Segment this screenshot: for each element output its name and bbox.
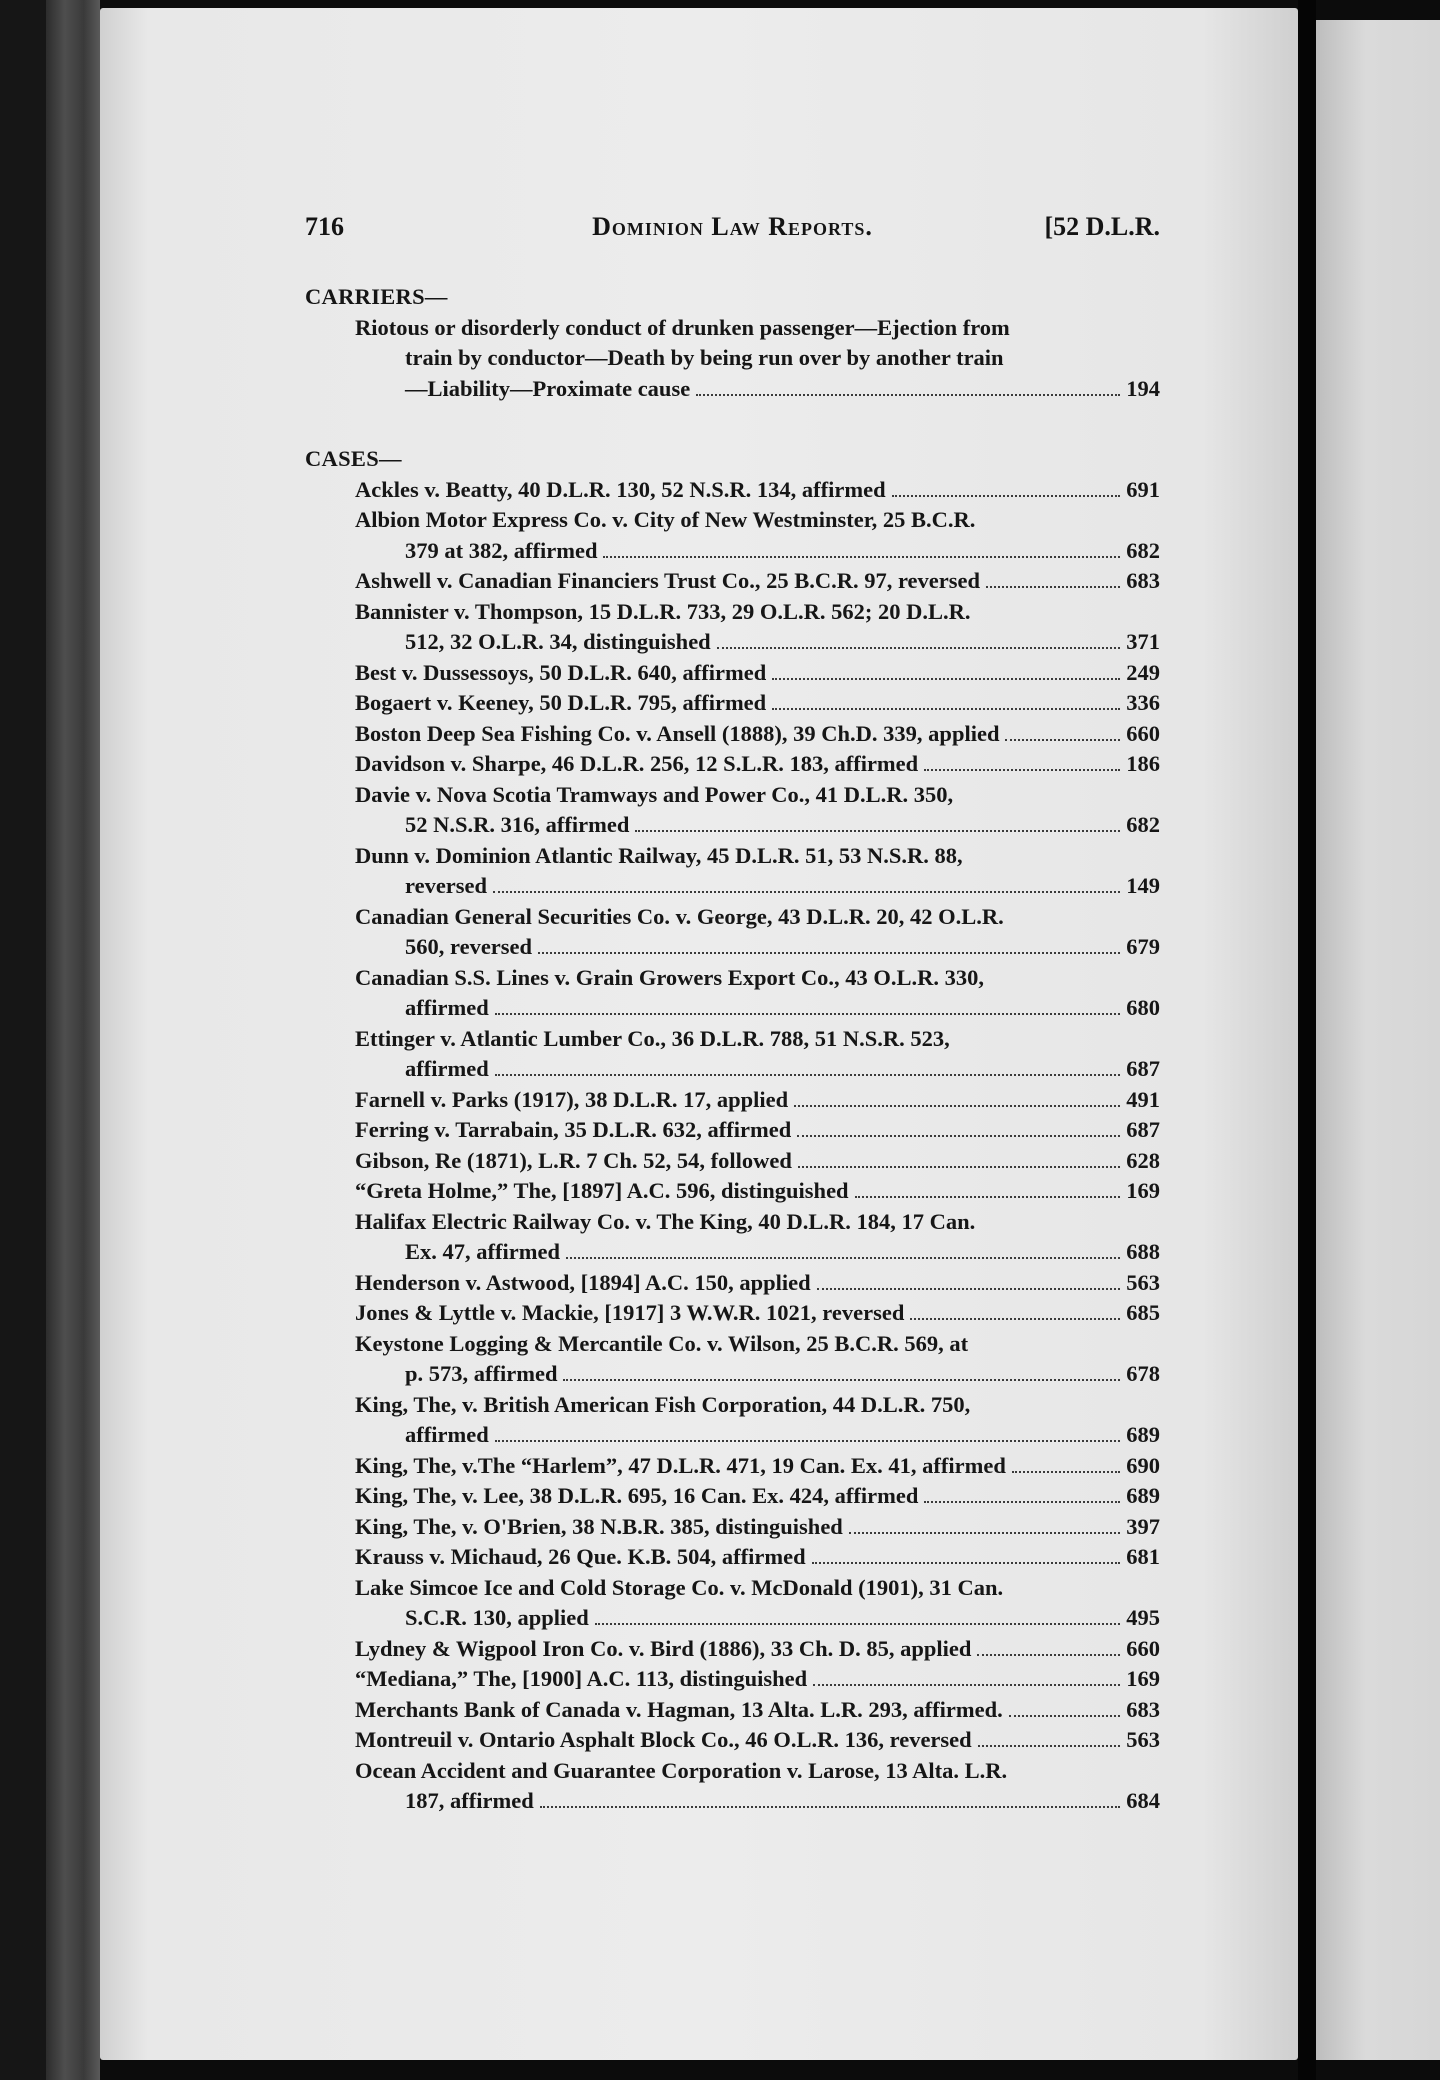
entry-final-line [305, 1359, 1160, 1390]
entry-text: Merchants Bank of Canada v. Hagman, 13 Alta. L.R. 293, affirmed. [355, 1696, 1003, 1722]
index-entry [305, 658, 1160, 689]
entry-text: Jones & Lyttle v. Mackie, [1917] 3 W.W.R. 1021, reversed [355, 1300, 905, 1325]
entry-text: Albion Motor Express Co. v. City of New Westminster, 25 B.C.R. [355, 507, 976, 532]
index-entry [305, 688, 1160, 719]
entry-text: Riotous or disorderly conduct of drunken passenger—Ejection from [355, 314, 1010, 340]
entry-line [305, 963, 1160, 994]
dot-leader [495, 1013, 1121, 1015]
entry-line [305, 313, 1160, 344]
entry-page-number: 495 [1126, 1605, 1160, 1630]
entry-page-number: 682 [1126, 537, 1160, 563]
dot-leader [813, 1684, 1120, 1686]
entry-page-number: 149 [1126, 873, 1160, 898]
entry-line [305, 1329, 1160, 1360]
entry-page-number: 169 [1126, 1178, 1160, 1203]
entry-page-number: 680 [1126, 995, 1160, 1020]
dot-leader [1005, 739, 1120, 741]
entry-final-line [305, 810, 1160, 841]
entry-text: Lydney & Wigpool Iron Co. v. Bird (1886), 33 Ch. D. 85, applied [355, 1635, 972, 1661]
entry-page-number: 397 [1126, 1513, 1160, 1539]
entry-page-number: 194 [1126, 375, 1160, 401]
index-entry [305, 1634, 1160, 1665]
entry-final-line [305, 627, 1160, 658]
entry-text: Lake Simcoe Ice and Cold Storage Co. v. McDonald (1901), 31 Can. [355, 1574, 1004, 1600]
dot-leader [798, 1166, 1120, 1168]
dot-leader [493, 891, 1120, 893]
entry-text: Montreuil v. Ontario Asphalt Block Co., 46 O.L.R. 136, reversed [355, 1727, 972, 1752]
index-entry [305, 1329, 1160, 1390]
index-entry [305, 1115, 1160, 1146]
entry-page-number: 687 [1126, 1056, 1160, 1081]
entry-final-line [305, 871, 1160, 902]
entry-text: —Liability—Proximate cause [405, 375, 691, 401]
carriers-entry-list [305, 313, 1160, 405]
index-entry [305, 1451, 1160, 1482]
entry-line [305, 1207, 1160, 1238]
entry-text: reversed [405, 873, 488, 898]
dot-leader [566, 1257, 1120, 1259]
entry-final-line [305, 1085, 1160, 1116]
entry-text: Bannister v. Thompson, 15 D.L.R. 733, 29 O.L.R. 562; 20 D.L.R. [355, 598, 971, 624]
entry-page-number: 688 [1126, 1239, 1160, 1264]
page-number: 716 [305, 212, 344, 241]
entry-page-number: 336 [1126, 690, 1160, 715]
entry-page-number: 683 [1126, 568, 1160, 593]
entry-text: King, The, v. British American Fish Corporation, 44 D.L.R. 750, [355, 1391, 971, 1417]
dot-leader [696, 394, 1120, 396]
dot-leader [892, 495, 1121, 497]
entry-final-line [305, 1146, 1160, 1177]
index-content [305, 282, 1160, 1817]
entry-line [305, 1390, 1160, 1421]
scan-edge-dark [0, 0, 46, 2080]
entry-page-number: 563 [1126, 1727, 1160, 1752]
entry-final-line [305, 374, 1160, 405]
entry-text: Ackles v. Beatty, 40 D.L.R. 130, 52 N.S.R. 134, affirmed [355, 476, 886, 502]
entry-final-line [305, 749, 1160, 780]
index-entry [305, 1664, 1160, 1695]
index-entry [305, 1695, 1160, 1726]
dot-leader [794, 1105, 1120, 1107]
index-entry [305, 749, 1160, 780]
dot-leader [635, 830, 1120, 832]
dot-leader [495, 1074, 1121, 1076]
entry-text: S.C.R. 130, applied [405, 1605, 589, 1630]
entry-page-number: 660 [1126, 720, 1160, 746]
running-title: Dominion Law Reports. [592, 212, 873, 241]
entry-final-line [305, 566, 1160, 597]
dot-leader [978, 1745, 1121, 1747]
index-entry [305, 1542, 1160, 1573]
section-heading-carriers: CARRIERS— [305, 284, 448, 309]
entry-final-line [305, 932, 1160, 963]
entry-text: King, The, v.The “Harlem”, 47 D.L.R. 471, 19 Can. Ex. 41, affirmed [355, 1452, 1006, 1478]
entry-page-number: 681 [1126, 1544, 1160, 1569]
index-entry [305, 1024, 1160, 1085]
index-entry [305, 1390, 1160, 1451]
entry-page-number: 691 [1126, 476, 1160, 502]
entry-final-line [305, 993, 1160, 1024]
entry-final-line [305, 1786, 1160, 1817]
entry-line [305, 780, 1160, 811]
entry-text: Ettinger v. Atlantic Lumber Co., 36 D.L.R. 788, 51 N.S.R. 523, [355, 1025, 950, 1051]
section-gap [305, 404, 1160, 444]
dot-leader [855, 1196, 1121, 1198]
entry-text: Dunn v. Dominion Atlantic Railway, 45 D.L.R. 51, 53 N.S.R. 88, [355, 842, 963, 868]
dot-leader [910, 1318, 1120, 1320]
entry-page-number: 563 [1126, 1269, 1160, 1295]
index-entry [305, 1176, 1160, 1207]
entry-final-line [305, 1115, 1160, 1146]
dot-leader [797, 1135, 1120, 1137]
index-entry [305, 1146, 1160, 1177]
entry-final-line [305, 1237, 1160, 1268]
entry-final-line [305, 1451, 1160, 1482]
index-entry [305, 902, 1160, 963]
index-entry [305, 719, 1160, 750]
index-entry [305, 1268, 1160, 1299]
entry-page-number: 660 [1126, 1635, 1160, 1661]
entry-text: train by conductor—Death by being run over by another train [405, 345, 1004, 370]
entry-text: affirmed [405, 1422, 489, 1447]
entry-text: 512, 32 O.L.R. 34, distinguished [405, 629, 711, 654]
entry-line [305, 505, 1160, 536]
entry-line [305, 841, 1160, 872]
entry-text: Best v. Dussessoys, 50 D.L.R. 640, affirmed [355, 659, 767, 685]
entry-text: “Mediana,” The, [1900] A.C. 113, distinguished [355, 1666, 808, 1691]
entry-final-line [305, 1420, 1160, 1451]
entry-page-number: 689 [1126, 1483, 1160, 1508]
dot-leader [563, 1379, 1120, 1381]
entry-final-line [305, 1512, 1160, 1543]
entry-text: Farnell v. Parks (1917), 38 D.L.R. 17, applied [355, 1086, 789, 1112]
index-entry [305, 1573, 1160, 1634]
entry-page-number: 491 [1126, 1086, 1160, 1112]
dot-leader [772, 678, 1120, 680]
dot-leader [603, 556, 1120, 558]
index-entry [305, 1207, 1160, 1268]
dot-leader [924, 1501, 1120, 1503]
entry-text: Ex. 47, affirmed [405, 1239, 560, 1264]
dot-leader [772, 708, 1120, 710]
index-entry [305, 1512, 1160, 1543]
entry-page-number: 678 [1126, 1361, 1160, 1386]
dot-leader [986, 586, 1120, 588]
entry-page-number: 628 [1126, 1147, 1160, 1173]
entry-final-line [305, 475, 1160, 506]
entry-page-number: 169 [1126, 1666, 1160, 1691]
entry-text: Canadian General Securities Co. v. George, 43 D.L.R. 20, 42 O.L.R. [355, 903, 1004, 929]
entry-text: p. 573, affirmed [405, 1361, 558, 1386]
index-entry [305, 1298, 1160, 1329]
entry-final-line [305, 1542, 1160, 1573]
entry-final-line [305, 1634, 1160, 1665]
entry-text: Bogaert v. Keeney, 50 D.L.R. 795, affirmed [355, 690, 767, 715]
entry-text: Ocean Accident and Guarantee Corporation v. Larose, 13 Alta. L.R. [355, 1757, 1008, 1783]
dot-leader [495, 1440, 1121, 1442]
entry-text: Davidson v. Sharpe, 46 D.L.R. 256, 12 S.L.R. 183, affirmed [355, 751, 919, 776]
index-entry [305, 780, 1160, 841]
entry-text: Canadian S.S. Lines v. Grain Growers Export Co., 43 O.L.R. 330, [355, 964, 985, 990]
entry-final-line [305, 1176, 1160, 1207]
entry-final-line [305, 1664, 1160, 1695]
entry-final-line [305, 1481, 1160, 1512]
dot-leader [812, 1562, 1121, 1564]
index-entry [305, 475, 1160, 506]
dot-leader [1012, 1471, 1120, 1473]
entry-text: 560, reversed [405, 934, 533, 959]
entry-text: Ferring v. Tarrabain, 35 D.L.R. 632, affirmed [355, 1117, 792, 1142]
entry-text: King, The, v. O'Brien, 38 N.B.R. 385, distinguished [355, 1513, 843, 1539]
entry-line [305, 597, 1160, 628]
cases-entry-list [305, 475, 1160, 1817]
dot-leader [977, 1654, 1120, 1656]
entry-final-line [305, 658, 1160, 689]
dot-leader [817, 1288, 1121, 1290]
index-entry [305, 963, 1160, 1024]
dot-leader [595, 1623, 1120, 1625]
entry-page-number: 371 [1126, 629, 1160, 654]
dot-leader [538, 952, 1120, 954]
dot-leader [924, 769, 1120, 771]
entry-text: Henderson v. Astwood, [1894] A.C. 150, applied [355, 1269, 811, 1295]
entry-final-line [305, 1725, 1160, 1756]
index-entry [305, 313, 1160, 405]
index-entry [305, 1725, 1160, 1756]
entry-page-number: 249 [1126, 659, 1160, 685]
entry-text: Davie v. Nova Scotia Tramways and Power Co., 41 D.L.R. 350, [355, 781, 954, 807]
volume-reference: [52 D.L.R. [1044, 212, 1160, 241]
entry-final-line [305, 688, 1160, 719]
entry-page-number: 690 [1126, 1452, 1160, 1478]
index-entry [305, 566, 1160, 597]
entry-text: 379 at 382, affirmed [405, 537, 598, 563]
entry-text: Gibson, Re (1871), L.R. 7 Ch. 52, 54, followed [355, 1147, 792, 1173]
entry-page-number: 687 [1126, 1117, 1160, 1142]
entry-final-line [305, 719, 1160, 750]
index-entry [305, 841, 1160, 902]
entry-line [305, 1573, 1160, 1604]
entry-page-number: 683 [1126, 1696, 1160, 1722]
entry-text: Halifax Electric Railway Co. v. The King, 40 D.L.R. 184, 17 Can. [355, 1208, 976, 1234]
entry-text: affirmed [405, 1056, 489, 1081]
entry-final-line [305, 1054, 1160, 1085]
entry-text: King, The, v. Lee, 38 D.L.R. 695, 16 Can. Ex. 424, affirmed [355, 1483, 919, 1508]
entry-page-number: 684 [1126, 1788, 1160, 1813]
index-entry [305, 597, 1160, 658]
entry-text: Krauss v. Michaud, 26 Que. K.B. 504, affirmed [355, 1544, 806, 1569]
entry-text: 187, affirmed [405, 1788, 534, 1813]
entry-page-number: 186 [1126, 751, 1160, 776]
entry-text: Ashwell v. Canadian Financiers Trust Co., 25 B.C.R. 97, reversed [355, 568, 981, 593]
dot-leader [540, 1806, 1121, 1808]
entry-page-number: 685 [1126, 1300, 1160, 1325]
adjacent-page-edge [1316, 20, 1440, 2060]
entry-page-number: 679 [1126, 934, 1160, 959]
index-entry [305, 505, 1160, 566]
entry-line [305, 1024, 1160, 1055]
entry-line [305, 902, 1160, 933]
section-heading-cases: CASES— [305, 446, 402, 471]
dot-leader [849, 1532, 1120, 1534]
entry-final-line [305, 1695, 1160, 1726]
entry-line [305, 1756, 1160, 1787]
index-entry [305, 1481, 1160, 1512]
entry-text: Keystone Logging & Mercantile Co. v. Wilson, 25 B.C.R. 569, at [355, 1330, 969, 1356]
index-entry [305, 1085, 1160, 1116]
entry-final-line [305, 1603, 1160, 1634]
entry-text: “Greta Holme,” The, [1897] A.C. 596, distinguished [355, 1178, 849, 1203]
entry-text: affirmed [405, 995, 489, 1020]
entry-text: Boston Deep Sea Fishing Co. v. Ansell (1888), 39 Ch.D. 339, applied [355, 720, 1000, 746]
entry-text: 52 N.S.R. 316, affirmed [405, 812, 630, 837]
index-entry [305, 1756, 1160, 1817]
page-gutter [1298, 0, 1316, 2080]
entry-final-line [305, 536, 1160, 567]
entry-line [305, 343, 1160, 374]
dot-leader [1009, 1715, 1121, 1717]
dot-leader [717, 647, 1121, 649]
page-header [305, 212, 1160, 252]
entry-page-number: 689 [1126, 1422, 1160, 1447]
book-spine [46, 0, 100, 2080]
entry-final-line [305, 1298, 1160, 1329]
entry-page-number: 682 [1126, 812, 1160, 837]
entry-final-line [305, 1268, 1160, 1299]
